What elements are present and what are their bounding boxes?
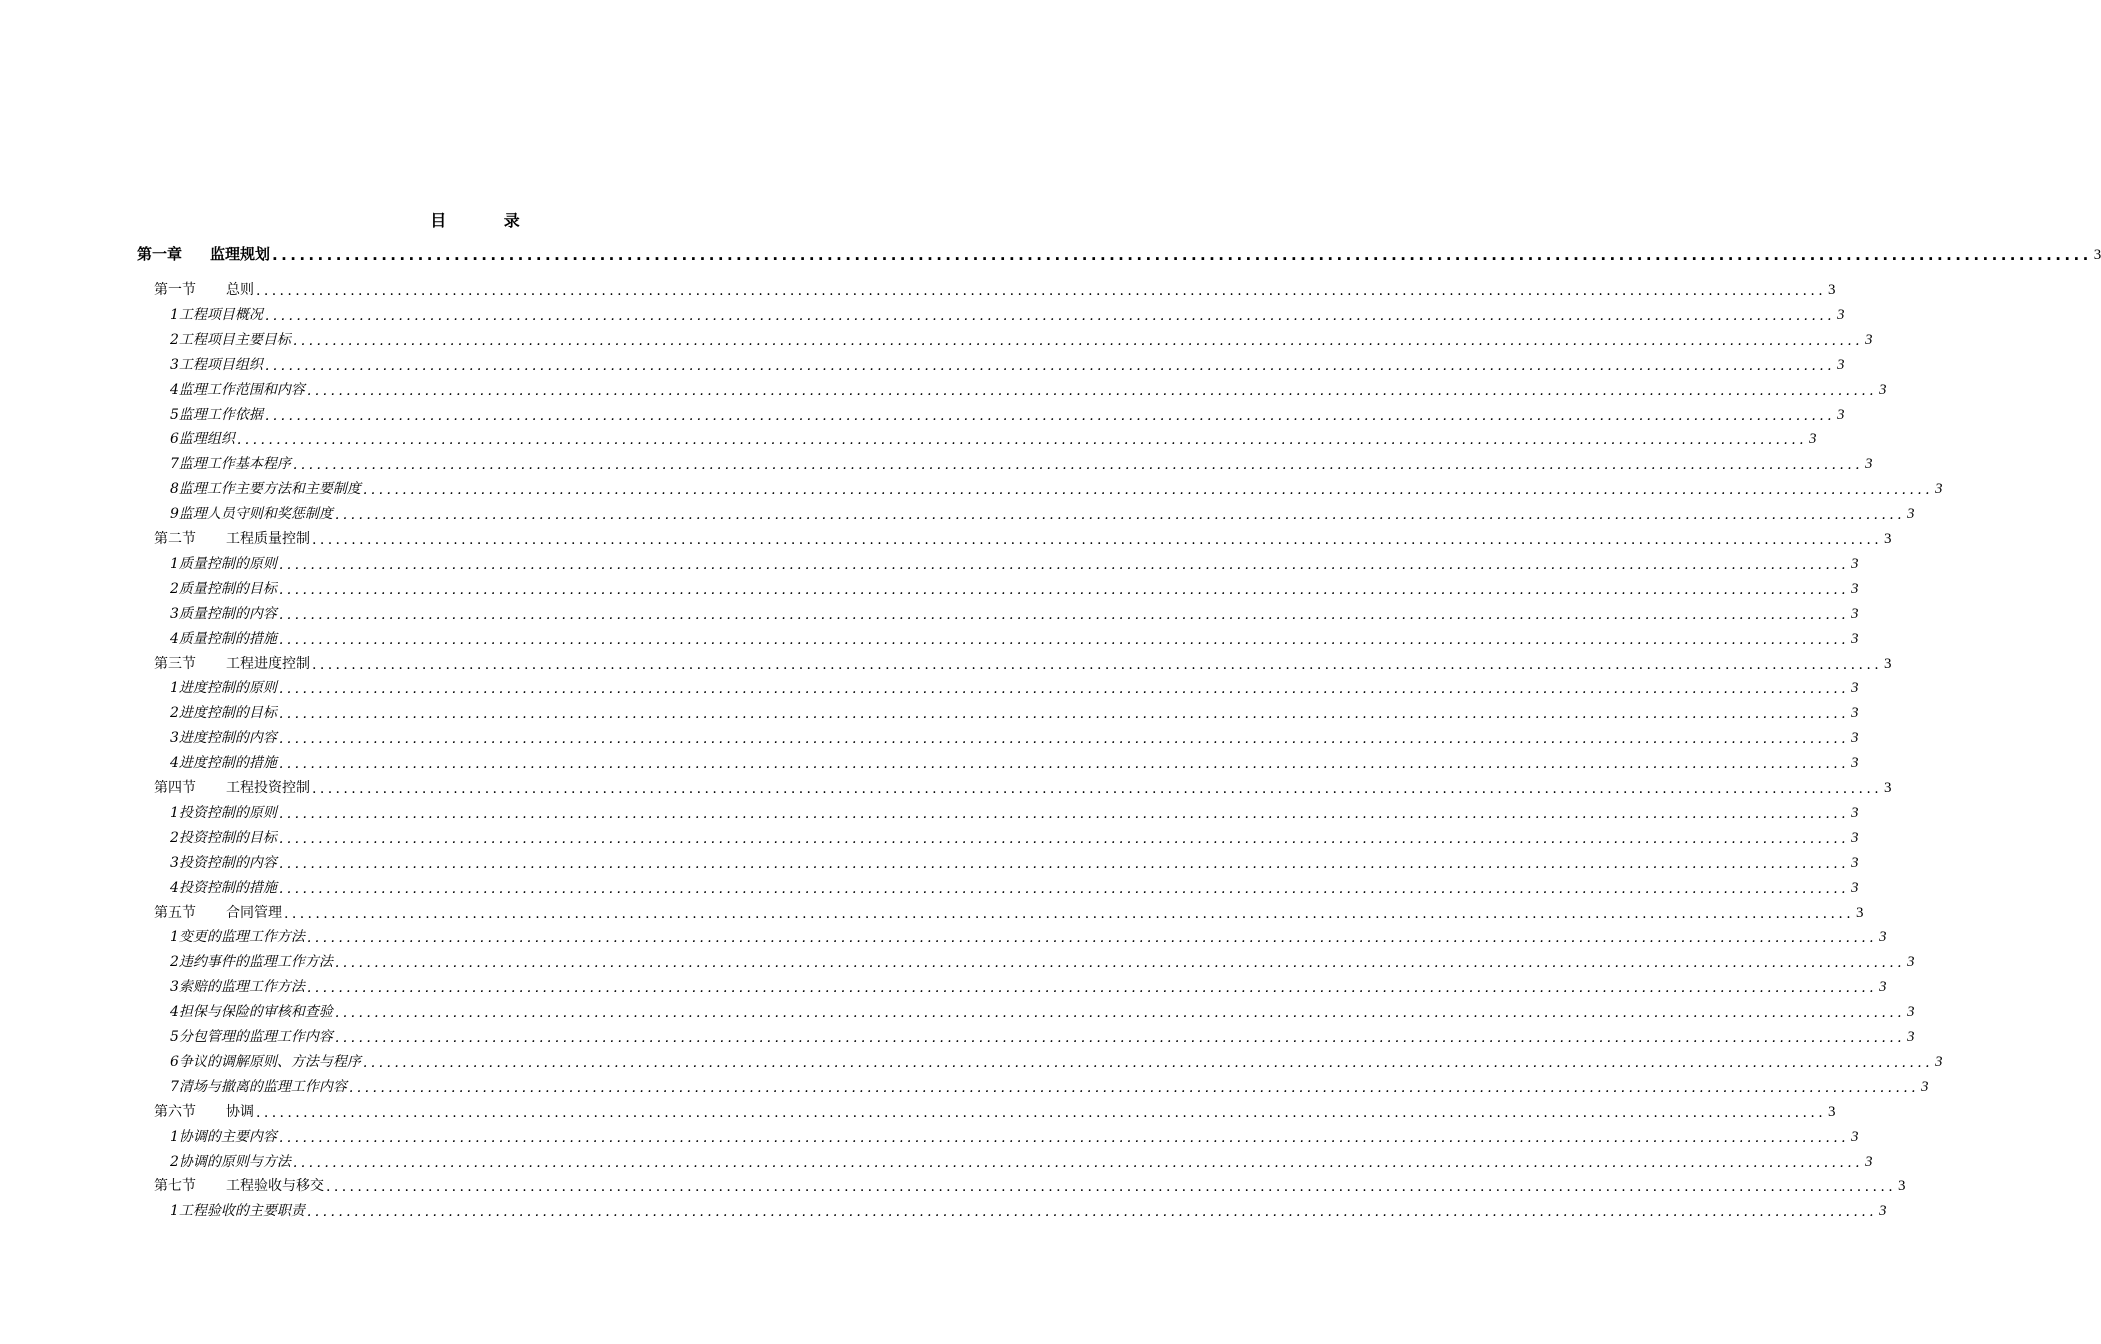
toc-entry-number: 2 xyxy=(170,954,179,971)
toc-entry-label xyxy=(154,528,312,548)
toc-entry-label xyxy=(170,1001,335,1021)
toc-page-number: 3 xyxy=(1864,456,1873,473)
toc-entry-item[interactable] xyxy=(170,922,1887,947)
toc-dot-leader: ........................................................................................................................................................................................................ xyxy=(334,955,1905,972)
toc-entry-number: 1 xyxy=(170,680,179,697)
toc-dot-leader: ........................................................................................................................................................................................................ xyxy=(264,407,1835,424)
toc-entry-label xyxy=(170,404,265,424)
toc-entry-item[interactable] xyxy=(170,673,1859,698)
toc-page-number: 3 xyxy=(1836,406,1845,423)
toc-page-number: 3 xyxy=(1906,1029,1915,1045)
toc-dot-leader: ........................................................................................................................................................................................................ xyxy=(278,1129,1849,1146)
toc-entry-label xyxy=(154,777,312,797)
toc-dot-leader: ........................................................................................................................................................................................................ xyxy=(278,731,1849,748)
toc-entry-number: 6 xyxy=(170,1053,179,1070)
toc-entry-text: 协调 xyxy=(226,1103,254,1120)
toc-entry-section[interactable] xyxy=(154,1097,1836,1121)
toc-entry-number: 第二节 xyxy=(154,531,196,547)
toc-page-number: 3 xyxy=(1856,904,1864,921)
toc-entry-number: 3 xyxy=(170,356,179,373)
toc-entry-item[interactable] xyxy=(170,574,1859,598)
toc-entry-number: 4 xyxy=(170,381,179,398)
toc-entry-text: 工程项目概况 xyxy=(178,306,263,323)
toc-page-number: 3 xyxy=(1906,954,1915,971)
toc-entry-number: 4 xyxy=(170,630,179,647)
toc-page-number: 3 xyxy=(1850,705,1859,722)
toc-entry-number: 1 xyxy=(170,1203,179,1220)
toc-dot-leader: ........................................................................................................................................................................................................ xyxy=(306,382,1877,399)
toc-page-number: 3 xyxy=(1836,356,1845,373)
toc-entry-item[interactable] xyxy=(170,325,1873,349)
toc-entry-item[interactable] xyxy=(170,748,1859,773)
toc-entry-label xyxy=(170,329,293,349)
toc-entry-label xyxy=(170,702,279,722)
toc-page-number: 3 xyxy=(1850,730,1859,747)
toc-entry-text: 进度控制的原则 xyxy=(178,680,277,697)
toc-entry-label xyxy=(170,453,293,473)
toc-dot-leader: ........................................................................................................................................................................................................ xyxy=(278,631,1849,648)
toc-dot-leader: ........................................................................................................................................................................................................ xyxy=(278,606,1849,623)
toc-entry-number: 5 xyxy=(170,406,179,423)
toc-entry-text: 索赔的监理工作方法 xyxy=(178,979,305,996)
toc-entry-label xyxy=(154,279,256,299)
toc-entry-number: 4 xyxy=(170,1004,179,1021)
toc-entry-text: 投资控制的原则 xyxy=(178,804,277,821)
toc-page-number: 3 xyxy=(1878,1203,1887,1220)
toc-entry-item[interactable] xyxy=(170,947,1915,972)
toc-dot-leader: ........................................................................................................................................................................................................ xyxy=(278,706,1849,723)
toc-dot-leader: ........................................................................................................................................................................................................ xyxy=(278,681,1849,698)
toc-entry-label xyxy=(170,428,237,448)
toc-dot-leader: ........................................................................................................................................................................................................ xyxy=(362,1054,1933,1071)
toc-page-number: 3 xyxy=(1884,531,1892,547)
toc-entry-item[interactable] xyxy=(170,723,1859,748)
toc-dot-leader: ........................................................................................................................................................................................................ xyxy=(256,1104,1827,1121)
toc-entry-number: 8 xyxy=(170,481,179,498)
toc-dot-leader: ........................................................................................................................................................................................................ xyxy=(278,581,1849,598)
toc-entry-label xyxy=(154,653,312,673)
toc-entry-text: 进度控制的内容 xyxy=(178,730,277,747)
toc-dot-leader: ........................................................................................................................................................................................................ xyxy=(278,830,1849,847)
toc-dot-leader: ........................................................................................................................................................................................................ xyxy=(278,880,1849,897)
toc-dot-leader: ........................................................................................................................................................................................................ xyxy=(362,482,1933,499)
toc-entry-section[interactable] xyxy=(154,773,1892,797)
toc-entry-item[interactable] xyxy=(170,549,1859,573)
toc-entry-item[interactable] xyxy=(170,350,1845,374)
toc-entry-label xyxy=(170,1200,307,1220)
toc-entry-number: 3 xyxy=(170,979,179,996)
toc-entry-text: 工程项目主要目标 xyxy=(178,331,291,348)
toc-entry-text: 工程投资控制 xyxy=(226,780,310,796)
toc-entry-label xyxy=(154,1175,326,1195)
toc-dot-leader: ........................................................................................................................................................................................................ xyxy=(292,1154,1863,1171)
toc-entry-item[interactable] xyxy=(170,449,1873,474)
toc-entry-number: 第六节 xyxy=(154,1103,196,1120)
toc-entry-section[interactable] xyxy=(154,649,1892,673)
toc-page-number: 3 xyxy=(1850,755,1859,772)
toc-entry-label xyxy=(170,1026,335,1046)
toc-dot-leader: ........................................................................................................................................................................................................ xyxy=(236,432,1807,449)
toc-entry-text: 工程验收与移交 xyxy=(226,1178,324,1195)
toc-page-number: 3 xyxy=(1828,282,1836,298)
toc-entry-number: 第五节 xyxy=(154,904,196,921)
toc-entry-number: 1 xyxy=(170,804,179,821)
toc-page-number: 3 xyxy=(1934,481,1943,498)
toc-entry-item[interactable] xyxy=(170,698,1859,723)
toc-entry-item[interactable] xyxy=(170,424,1817,449)
toc-dot-leader: ........................................................................................................................................................................................................ xyxy=(272,246,2092,264)
toc-dot-leader: ........................................................................................................................................................................................................ xyxy=(278,855,1849,872)
toc-entry-number: 1 xyxy=(170,555,179,572)
toc-entry-item[interactable] xyxy=(170,997,1915,1022)
toc-entry-text: 工程项目组织 xyxy=(178,356,263,373)
toc-entry-label xyxy=(170,578,279,598)
toc-entry-item[interactable] xyxy=(170,400,1845,424)
toc-entry-number: 第四节 xyxy=(154,780,196,796)
toc-dot-leader: ........................................................................................................................................................................................................ xyxy=(256,283,1827,299)
toc-entry-text: 监理人员守则和奖惩制度 xyxy=(178,506,333,523)
toc-entry-text: 协调的原则与方法 xyxy=(178,1153,291,1170)
toc-entry-number: 7 xyxy=(170,456,179,473)
toc-entry-text: 工程质量控制 xyxy=(226,531,310,547)
toc-entry-label xyxy=(170,354,265,374)
toc-entry-label xyxy=(170,951,335,971)
toc-entry-item[interactable] xyxy=(170,873,1859,897)
toc-page-number: 3 xyxy=(1878,979,1887,996)
toc-entry-item[interactable] xyxy=(170,823,1859,847)
toc-entry-text: 质量控制的目标 xyxy=(178,580,277,597)
toc-page-number: 3 xyxy=(1850,829,1859,846)
toc-entry-label xyxy=(170,802,279,822)
toc-entry-item[interactable] xyxy=(170,1147,1873,1171)
toc-entry-number: 第三节 xyxy=(154,655,196,672)
toc-dot-leader: ........................................................................................................................................................................................................ xyxy=(312,656,1883,673)
toc-entry-label xyxy=(170,304,265,324)
toc-entry-number: 第七节 xyxy=(154,1178,196,1195)
toc-entry-text: 质量控制的措施 xyxy=(178,630,277,647)
toc-entry-label xyxy=(170,379,307,399)
toc-entry-label xyxy=(170,553,279,573)
toc-entry-text: 投资控制的内容 xyxy=(178,854,277,871)
toc-page-number: 3 xyxy=(1850,555,1859,572)
toc-entry-label xyxy=(170,1151,293,1171)
toc-dot-leader: ........................................................................................................................................................................................................ xyxy=(278,756,1849,773)
toc-entry-label xyxy=(170,1126,279,1146)
toc-entry-text: 分包管理的监理工作内容 xyxy=(178,1029,333,1045)
toc-entry-number: 4 xyxy=(170,879,179,896)
toc-entry-item[interactable] xyxy=(170,1122,1859,1146)
toc-entry-item[interactable] xyxy=(170,1196,1887,1221)
toc-entry-number: 1 xyxy=(170,306,179,323)
toc-entry-number: 2 xyxy=(170,829,179,846)
toc-entry-chapter[interactable] xyxy=(137,240,2101,264)
toc-entry-item[interactable] xyxy=(170,375,1887,399)
toc-entry-label xyxy=(170,603,279,623)
toc-page-number: 3 xyxy=(1850,630,1859,647)
toc-page-number: 3 xyxy=(1898,1178,1906,1195)
toc-entry-number: 3 xyxy=(170,854,179,871)
toc-entry-item[interactable] xyxy=(170,1072,1929,1096)
toc-dot-leader: ........................................................................................................................................................................................................ xyxy=(306,1204,1877,1221)
toc-entry-text: 质量控制的内容 xyxy=(178,605,277,622)
toc-page-number: 3 xyxy=(1828,1103,1836,1120)
toc-dot-leader: ........................................................................................................................................................................................................ xyxy=(278,805,1849,822)
toc-page-number: 3 xyxy=(1808,431,1817,448)
toc-entry-text: 工程验收的主要职责 xyxy=(178,1203,305,1220)
toc-page-number: 3 xyxy=(1864,331,1873,348)
toc-entry-label xyxy=(170,926,307,946)
toc-entry-label xyxy=(170,1051,363,1071)
toc-entry-section[interactable] xyxy=(154,1171,1906,1196)
toc-entry-number: 2 xyxy=(170,580,179,597)
toc-entry-label xyxy=(170,628,279,648)
toc-entry-text: 进度控制的措施 xyxy=(178,755,277,772)
toc-page-number: 3 xyxy=(1850,580,1859,597)
toc-page-number: 3 xyxy=(1906,506,1915,523)
toc-entry-number: 4 xyxy=(170,755,179,772)
toc-page-number: 3 xyxy=(1884,655,1892,672)
toc-page-number: 3 xyxy=(1850,879,1859,896)
toc-page-number: 3 xyxy=(1850,1128,1859,1145)
toc-entry-text: 变更的监理工作方法 xyxy=(178,929,305,946)
toc-entry-label xyxy=(170,478,363,498)
toc-entry-text: 违约事件的监理工作方法 xyxy=(178,954,333,971)
toc-page-number: 3 xyxy=(1878,381,1887,398)
toc-dot-leader: ........................................................................................................................................................................................................ xyxy=(264,357,1835,374)
toc-entry-number: 2 xyxy=(170,1153,179,1170)
toc-dot-leader: ........................................................................................................................................................................................................ xyxy=(264,307,1835,324)
toc-entry-number: 9 xyxy=(170,506,179,523)
toc-entry-text: 监理工作基本程序 xyxy=(178,456,291,473)
toc-entry-text: 监理规划 xyxy=(210,245,271,263)
toc-entry-text: 质量控制的原则 xyxy=(178,555,277,572)
toc-entry-label xyxy=(170,1076,349,1096)
toc-entry-number: 6 xyxy=(170,431,179,448)
toc-dot-leader: ........................................................................................................................................................................................................ xyxy=(278,556,1849,573)
toc-dot-leader: ........................................................................................................................................................................................................ xyxy=(292,332,1863,349)
toc-entry-label xyxy=(170,877,279,897)
toc-page-number: 3 xyxy=(1850,605,1859,622)
toc-entry-item[interactable] xyxy=(170,1047,1943,1071)
toc-entry-text: 协调的主要内容 xyxy=(178,1128,277,1145)
toc-entry-item[interactable] xyxy=(170,624,1859,648)
toc-entry-text: 监理工作主要方法和主要制度 xyxy=(178,481,361,498)
toc-entry-item[interactable] xyxy=(170,474,1943,499)
toc-entry-number: 第一章 xyxy=(137,245,183,263)
toc-dot-leader: ........................................................................................................................................................................................................ xyxy=(306,980,1877,997)
toc-entry-text: 工程进度控制 xyxy=(226,655,310,672)
toc-page-number: 3 xyxy=(1836,306,1845,323)
toc-entry-item[interactable] xyxy=(170,499,1915,524)
toc-entry-text: 投资控制的措施 xyxy=(178,879,277,896)
toc-dot-leader: ........................................................................................................................................................................................................ xyxy=(284,905,1855,922)
toc-entry-item[interactable] xyxy=(170,599,1859,623)
toc-entry-text: 监理工作依据 xyxy=(178,406,263,423)
toc-entry-text: 进度控制的目标 xyxy=(178,705,277,722)
toc-entry-number: 3 xyxy=(170,730,179,747)
toc-dot-leader: ........................................................................................................................................................................................................ xyxy=(334,507,1905,524)
toc-entry-label xyxy=(154,1101,256,1121)
toc-entry-text: 合同管理 xyxy=(226,904,282,921)
toc-entry-text: 监理组织 xyxy=(178,431,235,448)
toc-entry-item[interactable] xyxy=(170,848,1859,872)
toc-entry-number: 7 xyxy=(170,1078,179,1095)
toc-entry-item[interactable] xyxy=(170,972,1887,997)
toc-title: 目 录 xyxy=(430,211,546,230)
toc-dot-leader: ........................................................................................................................................................................................................ xyxy=(306,930,1877,947)
toc-dot-leader: ........................................................................................................................................................................................................ xyxy=(348,1079,1919,1096)
toc-page-number: 3 xyxy=(1864,1153,1873,1170)
toc-page-number: 3 xyxy=(1934,1053,1943,1070)
toc-page-number: 3 xyxy=(1920,1078,1929,1095)
toc-dot-leader: ........................................................................................................................................................................................................ xyxy=(326,1179,1897,1196)
toc-page-number: 3 xyxy=(1850,680,1859,697)
toc-entry-number: 2 xyxy=(170,705,179,722)
toc-entry-label xyxy=(154,902,284,922)
toc-entry-text: 清场与撤离的监理工作内容 xyxy=(178,1078,347,1095)
toc-entry-label xyxy=(170,727,279,747)
toc-entry-label xyxy=(170,677,279,697)
toc-entry-label xyxy=(137,243,272,264)
toc-entry-text: 总则 xyxy=(226,282,254,298)
toc-entry-label xyxy=(170,976,307,996)
toc-entry-number: 5 xyxy=(170,1029,179,1045)
toc-entry-item[interactable] xyxy=(170,798,1859,822)
toc-entry-number: 1 xyxy=(170,929,179,946)
toc-entry-number: 2 xyxy=(170,331,179,348)
toc-entry-label xyxy=(170,503,335,523)
toc-entry-number: 第一节 xyxy=(154,282,196,298)
toc-entry-text: 担保与保险的审核和查验 xyxy=(178,1004,333,1021)
toc-entry-number: 3 xyxy=(170,605,179,622)
toc-dot-leader: ........................................................................................................................................................................................................ xyxy=(334,1030,1905,1046)
toc-entry-item[interactable] xyxy=(170,1022,1915,1046)
toc-entry-section[interactable] xyxy=(154,898,1864,922)
toc-entry-text: 争议的调解原则、方法与程序 xyxy=(178,1053,361,1070)
toc-entry-text: 投资控制的目标 xyxy=(178,829,277,846)
toc-dot-leader: ........................................................................................................................................................................................................ xyxy=(292,457,1863,474)
toc-page-number: 3 xyxy=(2093,247,2101,263)
toc-entry-label xyxy=(170,827,279,847)
toc-entry-section[interactable] xyxy=(154,524,1892,548)
toc-dot-leader: ........................................................................................................................................................................................................ xyxy=(334,1005,1905,1022)
toc-page-number: 3 xyxy=(1906,1004,1915,1021)
toc-page-number: 3 xyxy=(1850,804,1859,821)
toc-page-number: 3 xyxy=(1878,929,1887,946)
toc-dot-leader: ........................................................................................................................................................................................................ xyxy=(312,532,1883,548)
toc-entry-item[interactable] xyxy=(170,300,1845,324)
toc-entry-label xyxy=(170,852,279,872)
toc-dot-leader: ........................................................................................................................................................................................................ xyxy=(312,781,1883,797)
toc-entry-section[interactable] xyxy=(154,275,1836,299)
toc-entry-label xyxy=(170,752,279,772)
toc-page-number: 3 xyxy=(1884,780,1892,796)
toc-page-number: 3 xyxy=(1850,854,1859,871)
toc-entry-number: 1 xyxy=(170,1128,179,1145)
toc-entry-text: 监理工作范围和内容 xyxy=(178,381,305,398)
